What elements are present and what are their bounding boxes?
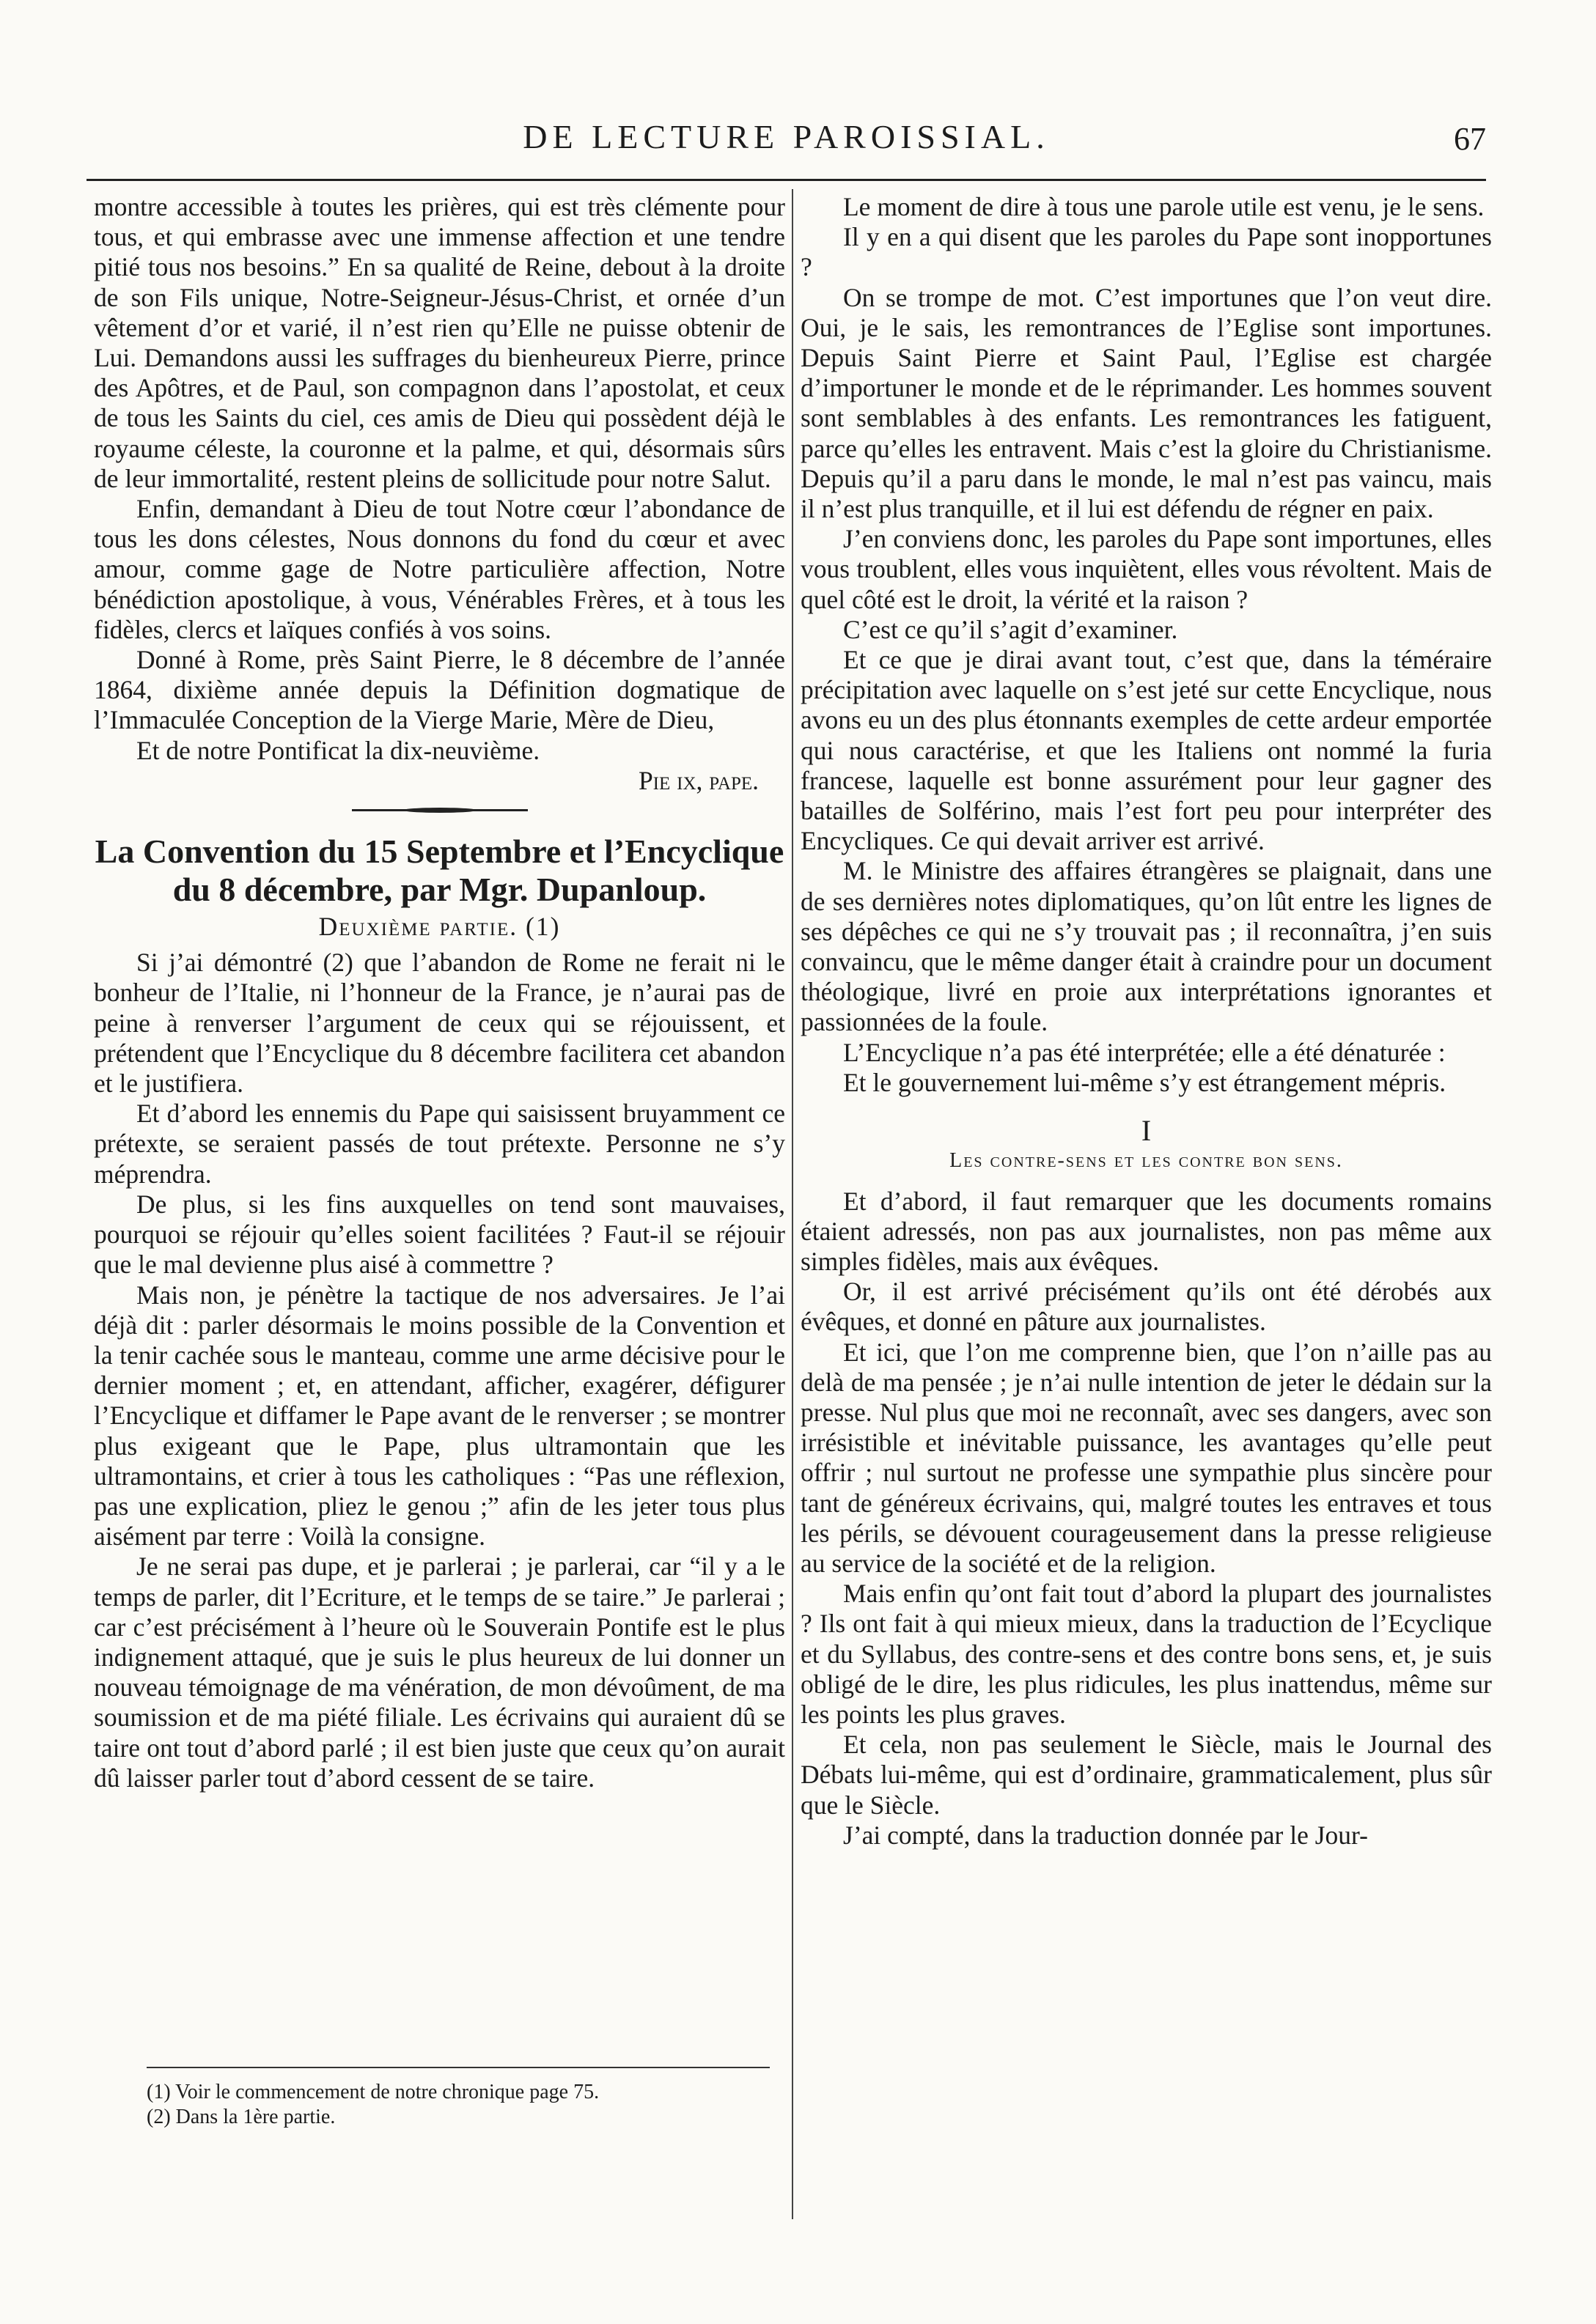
paragraph: Enfin, demandant à Dieu de tout Notre cœur l’abondance de tous les dons célestes, Nous donnons du fond du cœur et avec amour, comme gage de Notre particulière affection, Notre bénédiction apostolique, à vous, Vénérables Frères, et à tous les fidèles, clercs et laïques confiés à vos soins.: [94, 494, 785, 644]
paragraph: Si j’ai démontré (2) que l’abandon de Rome ne ferait ni le bonheur de l’Italie, ni l’honneur de la France, je n’aurai pas de peine à renverser l’argument de ceux qui se réjouissent, et prétendent que l’Encyclique du 8 décembre facilitera cet abandon et le justifiera.: [94, 948, 785, 1099]
paragraph: Or, il est arrivé précisément qu’ils ont été dérobés aux évêques, et donné en pâture aux journalistes.: [801, 1277, 1492, 1337]
paragraph: J’ai compté, dans la traduction donnée par le Jour-: [843, 1820, 1368, 1850]
page-number: 67: [1454, 121, 1486, 157]
paragraph: On se trompe de mot. C’est importunes que l’on veut dire. Oui, je le sais, les remontrances de l’Eglise sont importunes. Depuis Saint Pierre et Saint Paul, l’Eglise est chargée d’importuner le monde et de le réprimander. Les hommes souvent sont semblables à des enfants. Les remontrances les fatiguent, parce qu’elles les entravent. Mais c’est la gloire du Christianisme. Depuis qu’il a paru dans le monde, le mal n’est pas vaincu, mais il n’est plus tranquille, et il lui est défendu de régner en paix.: [801, 282, 1492, 524]
column-divider: [792, 189, 793, 2219]
footnote: (1) Voir le commencement de notre chronique page 75.: [147, 2081, 600, 2103]
paragraph: Et ici, que l’on me comprenne bien, que l’on n’aille pas au delà de ma pensée ; je n’ai nulle intention de jeter le dédain sur la presse. Nul plus que moi ne reconnaît, avec ses dangers, avec son irrésistible et inévitable puissance, les avantages qu’elle peut offrir ; nul surtout ne professe une sympathie plus sincère pour tant de généreux écrivains, qui, malgré toutes les entraves et tous les périls, se dévouent courageusement dans la presse religieuse au service de la société et de la religion.: [801, 1337, 1492, 1578]
paragraph: C’est ce qu’il s’agit d’examiner.: [843, 614, 1178, 644]
footnote: (2) Dans la 1ère partie.: [147, 2106, 336, 2128]
running-title: DE LECTURE PAROISSIAL.: [523, 118, 1050, 155]
page-header: [87, 110, 1486, 157]
footnote-rule: [147, 2067, 770, 2068]
paragraph: Et d’abord, il faut remarquer que les documents romains étaient adressés, non pas aux journalistes, non pas même aux simples fidèles, mais aux évêques.: [801, 1186, 1492, 1276]
right-column: [801, 192, 1492, 1851]
paragraph: Et le gouvernement lui-même s’y est étrangement mépris.: [843, 1067, 1446, 1097]
paragraph: Je ne serai pas dupe, et je parlerai ; je parlerai, car “il y a le temps de parler, dit l’Ecriture, et le temps de se taire.” Je parlerai ; car c’est précisément à l’heure où le Souverain Pontife est le plus indignement attaqué, que je suis le plus heureux de lui donner un nouveau témoignage de ma vénération, de mon dévoûment, de ma soumission et de ma piété filiale. Les écrivains qui auraient dû se taire ont tout d’abord parlé ; il est bien juste que ceux qu’on aurait dû laisser parler tout d’abord cessent de se taire.: [94, 1552, 785, 1793]
paragraph: Il y en a qui disent que les paroles du Pape sont inopportunes ?: [801, 222, 1492, 282]
paragraph: Et d’abord les ennemis du Pape qui saisissent bruyamment ce prétexte, se seraient passés de tout prétexte. Personne ne s’y méprendra.: [94, 1099, 785, 1189]
paragraph: Donné à Rome, près Saint Pierre, le 8 décembre de l’année 1864, dixième année depuis la Définition dogmatique de l’Immaculée Conception de la Vierge Marie, Mère de Dieu,: [94, 645, 785, 735]
paragraph: De plus, si les fins auxquelles on tend sont mauvaises, pourquoi se réjouir qu’elles soient facilitées ? Faut-il se réjouir que le mal devienne plus aisé à commettre ?: [94, 1189, 785, 1280]
article-title: La Convention du 15 Septembre et l’Encyclique du 8 décembre, par Mgr. Dupanloup.: [95, 833, 784, 909]
paragraph: M. le Ministre des affaires étrangères se plaignait, dans une de ses dernières notes diplomatiques, qu’on lût entre les lignes de ses dépêches ce qui ne s’y trouvait pas ; il reconnaîtra, j’en suis convaincu, que le même danger était à craindre pour un document théologique, livré en proie aux interprétations ignorantes et passionnées de la foule.: [801, 856, 1492, 1037]
ornamental-divider: [94, 796, 785, 825]
paragraph: Mais enfin qu’ont fait tout d’abord la plupart des journalistes ? Ils ont fait à qui mieux mieux, dans la traduction de l’Ecyclique et du Syllabus, des contre-sens et des contre bons sens, et, je suis obligé de le dire, les plus ridicules, les plus inattendus, même sur les points les plus graves.: [801, 1579, 1492, 1729]
section-title: Les contre-sens et les contre bon sens.: [949, 1149, 1343, 1173]
paragraph: Et cela, non pas seulement le Siècle, mais le Journal des Débats lui-même, qui est d’ordinaire, grammaticalement, plus sûr que le Siècle.: [801, 1730, 1492, 1820]
paragraph: Et de notre Pontificat la dix-neuvième.: [136, 735, 540, 765]
footnotes: [147, 2080, 784, 2130]
paragraph: J’en conviens donc, les paroles du Pape sont importunes, elles vous troublent, elles vous inquiètent, elles vous révoltent. Mais de quel côté est le droit, la vérité et la raison ?: [801, 524, 1492, 614]
paragraph: Et ce que je dirai avant tout, c’est que, dans la téméraire précipitation avec laquelle on s’est jeté sur cette Encyclique, nous avons eu un des plus étonnants exemples de cette ardeur emportée qui nous caractérise, et que les Italiens ont nommé la furia francese, laquelle est bonne assurément pour leur gagner des batailles de Solférino, mais l’est fort peu pour interpréter des Encycliques. Ce qui devait arriver est arrivé.: [801, 645, 1492, 856]
signature: Pie ix, pape.: [638, 765, 759, 795]
paragraph: montre accessible à toutes les prières, qui est très clémente pour tous, et qui embrasse avec une immense affection et une tendre pitié tous nos besoins.” En sa qualité de Reine, debout à la droite de son Fils unique, Notre-Seigneur-Jésus-Christ, et ornée d’un vêtement d’or et varié, il n’est rien qu’Elle ne puisse obtenir de Lui. Demandons aussi les suffrages du bienheureux Pierre, prince des Apôtres, et de Paul, son compagnon dans l’apostolat, et ceux de tous les Saints du ciel, ces amis de Dieu qui possèdent déjà le royaume céleste, la couronne et la palme, et qui, désormais sûrs de leur immortalité, restent pleins de sollicitude pour notre Salut.: [94, 192, 785, 493]
section-number: I: [1141, 1114, 1152, 1148]
article-subtitle: Deuxième partie. (1): [318, 912, 561, 942]
paragraph: Mais non, je pénètre la tactique de nos adversaires. Je l’ai déjà dit : parler désormais le moins possible de la Convention et la tenir cachée sous le manteau, comme une arme décisive pour le dernier moment ; et, en attendant, afficher, exagérer, défigurer l’Encyclique et diffamer le Pape avant de le renverser ; se montrer plus exigeant que le Pape, plus ultramontain que les ultramontains, et crier à tous les catholiques : “Pas une réflexion, pas une explication, pliez le genou ;” afin de les jeter tous plus aisément par terre : Voilà la consigne.: [94, 1280, 785, 1552]
paragraph: Le moment de dire à tous une parole utile est venu, je le sens.: [843, 192, 1485, 221]
paragraph: L’Encyclique n’a pas été interprétée; elle a été dénaturée :: [843, 1037, 1446, 1067]
left-column: [94, 192, 785, 1793]
header-rule: [87, 179, 1486, 181]
